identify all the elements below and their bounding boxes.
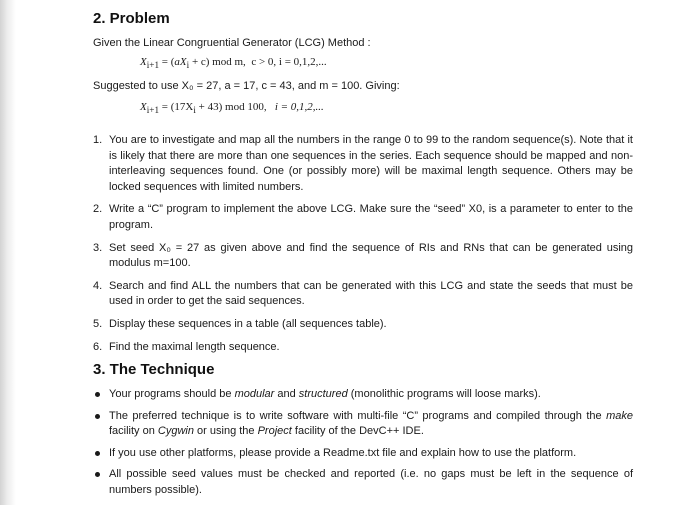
list-item <box>93 467 633 498</box>
formula-condition: c > 0, i = 0,1,2,... <box>251 56 327 68</box>
technique-list <box>93 387 633 505</box>
text-run: If you use other platforms, please provide a Readme.txt file and explain how to use the platform. <box>109 446 577 459</box>
bullet-icon <box>95 451 100 456</box>
text-run-italic: Cygwin <box>157 425 194 438</box>
specific-x-sub: i <box>193 105 196 116</box>
formula-a-sub: i <box>186 60 190 71</box>
problem-intro: Given the Linear Congruential Generator (LCG) Method : <box>93 37 371 49</box>
text-run-italic: structured <box>298 388 348 400</box>
text-run: (monolithic programs will loose marks). <box>347 388 541 400</box>
text-run: All possible seed values must be checked and reported (i.e. no gaps must be left in the sequence of numbers possible). <box>109 468 633 496</box>
formula-rest: + c) mod m, <box>189 56 246 68</box>
technique-heading: 3. The Technique <box>93 361 215 378</box>
text-run: or using the <box>194 425 258 438</box>
list-item-text: Set seed X₀ = 27 as given above and find the sequence of RIs and RNs that can be generated using modulus m=100. <box>109 241 633 270</box>
list-item-text: Write a “C” program to implement the above LCG. Make sure the “seed” X0, is a parameter to enter to the program. <box>109 203 633 231</box>
list-item <box>93 340 633 356</box>
specific-lhs-sub: i+1 <box>146 105 160 116</box>
list-item <box>93 202 633 233</box>
suggested-values: Suggested to use X₀ = 27, a = 17, c = 43, and m = 100. Giving: <box>93 80 400 92</box>
formula-eq: = ( <box>159 56 175 68</box>
list-item-number: 1. <box>93 134 103 146</box>
list-item-text: You are to investigate and map all the numbers in the range 0 to 99 to the random sequence(s). Note that it is likely that there are more than one sequences in the series. Each sequence should be mapped and non-interleaving sequences found. One (or possibly more) will be maximal length sequence. Others may be locked sequences with limited numbers. <box>109 134 633 193</box>
list-item <box>93 279 633 310</box>
formula-lhs: X <box>140 56 147 68</box>
formula-lhs-sub: i+1 <box>146 60 160 71</box>
list-item-number: 6. <box>93 340 103 353</box>
text-run: and <box>274 388 299 400</box>
problem-heading: 2. Problem <box>93 10 170 27</box>
text-run-italic: Project <box>257 425 292 438</box>
list-item-number: 5. <box>93 317 103 330</box>
list-item <box>93 241 633 272</box>
text-run: facility on <box>109 425 158 438</box>
list-item-text: Find the maximal length sequence. <box>109 340 280 353</box>
list-item-text: Search and find ALL the numbers that can be generated with this LCG and state the seeds that must be used in order to get the said sequences. <box>109 279 633 308</box>
text-run: Your programs should be <box>109 388 235 400</box>
specific-lhs: X <box>140 101 147 113</box>
specific-condition: i = 0,1,2,... <box>274 101 324 113</box>
list-item <box>93 387 633 403</box>
text-run-italic: make <box>606 409 633 422</box>
general-formula <box>140 56 327 70</box>
list-item <box>93 446 633 462</box>
text-run: The preferred technique is to write software with multi-file “C” programs and compiled through the <box>109 409 607 422</box>
text-run: facility of the DevC++ IDE. <box>291 425 424 438</box>
task-list <box>93 133 633 362</box>
specific-eq: = (17X <box>159 101 194 113</box>
specific-rest: + 43) mod 100, <box>195 101 267 113</box>
bullet-icon <box>95 392 100 397</box>
list-item-number: 4. <box>93 279 103 292</box>
formula-a: aX <box>174 56 187 68</box>
list-item-number: 2. <box>93 203 103 216</box>
text-run-italic: modular <box>234 388 275 400</box>
list-item <box>93 133 633 195</box>
bullet-icon <box>95 414 100 419</box>
list-item-number: 3. <box>93 241 103 254</box>
bullet-icon <box>95 472 100 477</box>
list-item <box>93 317 633 333</box>
list-item <box>93 409 633 440</box>
list-item-text: Display these sequences in a table (all sequences table). <box>109 317 387 330</box>
specific-formula <box>140 101 324 115</box>
